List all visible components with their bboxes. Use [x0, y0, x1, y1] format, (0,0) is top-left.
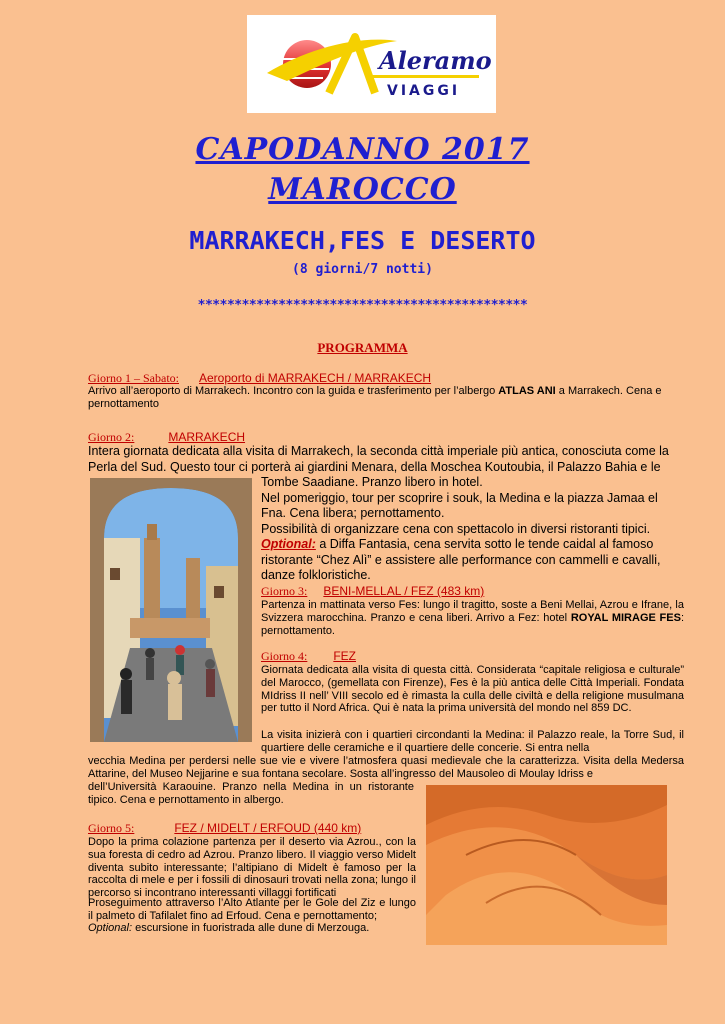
day3-heading [261, 584, 484, 599]
day3-hotel: ROYAL MIRAGE FES [570, 612, 681, 624]
day4-paragraph-1: Giornata dedicata alla visita di questa città. Considerata “capitale religiosa e culturale” del Marocco, (gemellata con Firenze), Fes è la più antica delle Città Imperiali. Fondata MIdriss II nell’ VIII secolo ed è rimasta la culla delle civiltà e della religione musulmana per tutto il Nord Africa. Qui è nata la prima università del mondo nel 859 DC. [261, 664, 684, 715]
logo-graphic [247, 15, 496, 113]
day4-heading [261, 649, 356, 664]
duration: (8 giorni/7 notti) [292, 262, 433, 277]
stars-divider: ********************************************* [197, 298, 528, 313]
title-line-1: CAPODANNO 2017 [195, 132, 530, 167]
day3-destination: BENI-MELLAL / FEZ (483 km) [323, 584, 485, 598]
day3-label: Giorno 3: [261, 584, 308, 598]
day3-text: Partenza in mattinata verso Fes: lungo il tragitto, soste a Beni Mellai, Azrou e Ifrane, la Svizzera marocchina. Pranzo e cena liberi. Arrivo a Fez: hotel ROYAL MIRAGE FES: pernottamento. [261, 599, 685, 637]
day2-optional-label: Optional: [261, 537, 316, 551]
day5-heading [88, 821, 361, 836]
day2-destination: MARRAKECH [168, 430, 246, 444]
day4-destination: FEZ [333, 649, 357, 663]
day2-intro: Intera giornata dedicata alla visita di Marrakech, la seconda città imperiale più antica, conosciuta come la Perla del Sud. Questo tour ci porterà ai giardini Menara, della Moschea Koutoubia, il Palazzo Bahia e le [88, 444, 669, 474]
day1-hotel: ATLAS ANI [498, 385, 556, 397]
logo-word: Aleramo [379, 46, 492, 75]
marrakech-medina-photo [90, 478, 252, 742]
desert-dunes-photo [426, 785, 667, 945]
day5-optional: Optional: escursione in fuoristrada alle dune di Merzouga. [88, 922, 370, 934]
aleramo-viaggi-logo [247, 15, 496, 113]
day4-paragraph-2b: vecchia Medina per perdersi nelle sue vie e vivere l’atmosfera quasi medievale che la caratterizza. Visita della Medersa Attarine, del Museo Nejjarine e sua fontana secolare. Sosta all’ingresso del Mausoleo di Moulay Idriss e [88, 755, 684, 780]
day4-paragraph-2c: dell’Università Karaouine. Pranzo nella Medina in un ristorante tipico. Cena e pernottamento in albergo. [88, 781, 414, 806]
day5-label: Giorno 5: [88, 821, 135, 835]
logo-sub: VIAGGI [387, 83, 461, 99]
day1-label: Giorno 1 – Sabato: [88, 371, 179, 385]
day5-destination: FEZ / MIDELT / ERFOUD (440 km) [174, 821, 362, 835]
day2-heading [88, 430, 245, 445]
day1-heading [88, 371, 431, 386]
day2-label: Giorno 2: [88, 430, 135, 444]
day2-text: Tombe Saadiane. Pranzo libero in hotel. Nel pomeriggio, tour per scoprire i souk, la Medina e la piazza Jamaa el Fna. Cena libera; pernottamento. Possibilità di organizzare cena con spettacolo in diversi ristoranti tipici. Optional: a Diffa Fantasia, cena servita sotto le tende caidal al famoso ristorante “Chez Alì” e assistere alle performance con cammelli e cavalli, danze folkloristiche. [261, 475, 661, 582]
day5-paragraph-2: Proseguimento attraverso l’Alto Atlante per le Gole del Ziz e lungo il palmeto di Tafilalet fino ad Erfoud. Cena e pernottamento; [88, 897, 416, 922]
day1-destination: Aeroporto di MARRAKECH / MARRAKECH [199, 371, 432, 385]
day5-paragraph-1: Dopo la prima colazione partenza per il deserto via Azrou., con la sua foresta di cedro ad Azrou. Pranzo libero. Il viaggio verso Midelt diventa subito interessante; l’altipiano di Midelt è famoso per la raccolta di mele e per i fossili di dinosauri trovati nella zona; lungo il percorso si incontrano interessanti villaggi fortificati [88, 836, 416, 900]
programma-heading: PROGRAMMA [317, 340, 408, 355]
day5-optional-label: Optional: [88, 922, 133, 934]
day1-text: Arrivo all’aeroporto di Marrakech. Incontro con la guida e trasferimento per l’albergo ATLAS ANI a Marrakech. Cena e pernottamento [88, 385, 662, 410]
day4-paragraph-2a: La visita inizierà con i quartieri circondanti la Medina: il Palazzo reale, la Torre Sud, il quartiere delle ceramiche e il quartiere delle concerie. Si entra nella [261, 729, 684, 754]
subtitle: MARRAKECH,FES E DESERTO [189, 226, 536, 255]
title-line-2: MAROCCO [268, 172, 457, 207]
day4-label: Giorno 4: [261, 649, 308, 663]
